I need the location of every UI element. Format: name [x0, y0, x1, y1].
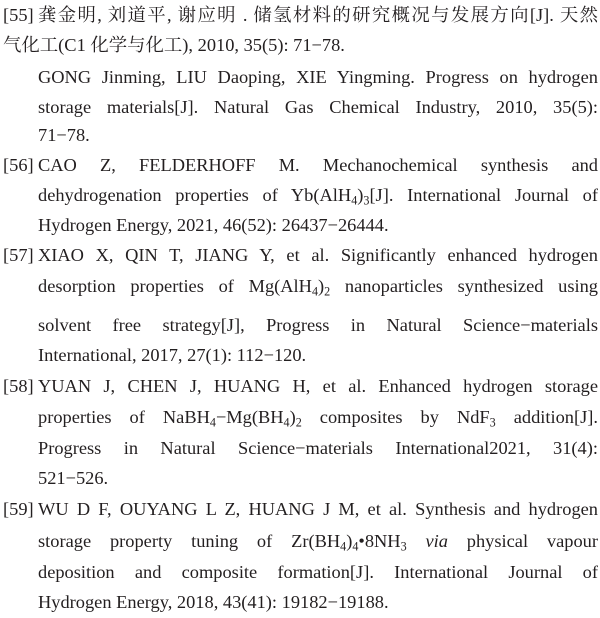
reference-line: YUAN J, CHEN J, HUANG H, et al. Enhanced hydrogen storage [38, 376, 598, 396]
subscript: 4 [283, 415, 290, 430]
italic-term: via [425, 531, 448, 551]
subscript: 4 [340, 539, 347, 554]
text-segment: nanoparticles synthesized using [330, 276, 598, 296]
reference-number: [56] [3, 155, 34, 175]
subscript: 4 [311, 284, 318, 299]
subscript: 3 [400, 539, 407, 554]
subscript: 3 [489, 415, 496, 430]
reference-line: 71−78. [38, 125, 90, 145]
reference-line: Hydrogen Energy, 2018, 43(41): 19182−19188. [38, 592, 389, 612]
reference-line: deposition and composite formation[J]. International Journal of [38, 562, 598, 582]
subscript: 3 [363, 193, 370, 208]
subscript: 2 [295, 415, 302, 430]
text-segment: properties of NaBH [38, 407, 210, 427]
reference-line: 气化工(C1 化学与化工), 2010, 35(5): 71−78. [3, 35, 345, 55]
text-segment: dehydrogenation properties of Yb(AlH [38, 185, 352, 205]
reference-line: CAO Z, FELDERHOFF M. Mechanochemical synthesis and [38, 155, 598, 175]
reference-line: GONG Jinming, LIU Daoping, XIE Yingming. Progress on hydrogen [38, 67, 598, 87]
reference-number: [58] [3, 376, 34, 396]
reference-line [38, 526, 598, 556]
reference-line [38, 402, 598, 432]
reference-line: storage materials[J]. Natural Gas Chemical Industry, 2010, 35(5): [38, 97, 598, 117]
subscript: 2 [324, 284, 331, 299]
reference-line [38, 271, 598, 301]
text-segment: ) [357, 185, 364, 205]
reference-number: [59] [3, 499, 34, 519]
text-segment: storage property tuning of Zr(BH [38, 531, 341, 551]
text-segment: composites by NdF [301, 407, 490, 427]
text-segment: •8NH [358, 531, 401, 551]
text-segment: addition[J]. [495, 407, 599, 427]
text-segment: ) [346, 531, 353, 551]
text-segment: physical vapour [447, 531, 598, 551]
reference-line: 521−526. [38, 468, 109, 488]
reference-line: WU D F, OUYANG L Z, HUANG J M, et al. Synthesis and hydrogen [38, 499, 598, 519]
text-segment: desorption properties of Mg(AlH [38, 276, 312, 296]
reference-line: 龚金明, 刘道平, 谢应明 . 储氢材料的研究概况与发展方向[J]. 天然 [38, 5, 598, 25]
reference-line: Hydrogen Energy, 2021, 46(52): 26437−26444. [38, 215, 389, 235]
subscript: 4 [209, 415, 216, 430]
text-segment [407, 531, 426, 551]
reference-line: solvent free strategy[J], Progress in Natural Science−materials [38, 315, 598, 335]
reference-line: International, 2017, 27(1): 112−120. [38, 345, 307, 365]
reference-number: [57] [3, 245, 34, 265]
text-segment: −Mg(BH [215, 407, 284, 427]
reference-line: XIAO X, QIN T, JIANG Y, et al. Significantly enhanced hydrogen [38, 245, 598, 265]
text-segment: ) [318, 276, 325, 296]
text-segment: [J]. International Journal of [369, 185, 598, 205]
reference-number: [55] [3, 5, 34, 25]
subscript: 4 [352, 539, 359, 554]
text-segment: ) [289, 407, 296, 427]
subscript: 4 [351, 193, 358, 208]
reference-line: Progress in Natural Science−materials International2021, 31(4): [38, 438, 598, 458]
reference-line [38, 180, 598, 210]
